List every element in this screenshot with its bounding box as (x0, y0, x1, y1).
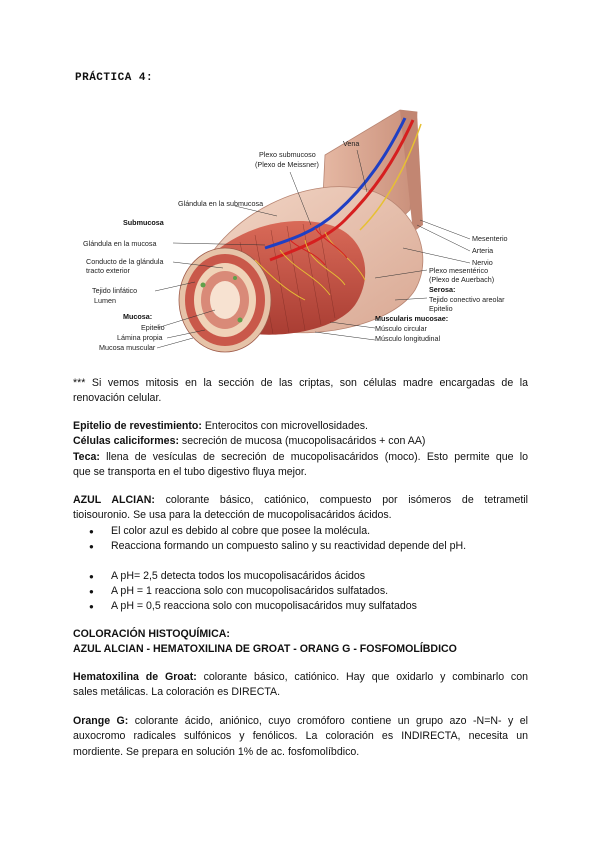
label-mucosa-muscular: Mucosa muscular (99, 343, 156, 352)
label-muscularis: Muscularis mucosae: (375, 314, 449, 323)
label-plexo-auerbach: (Plexo de Auerbach) (429, 275, 495, 284)
definition-text: llena de vesículas de secreción de mucopolisacáridos (moco). Esto permite que lo (99, 450, 528, 463)
label-mesenterio: Mesenterio (472, 234, 508, 243)
text-line: auxocromo radicales sulfónicos y fenólicos. La coloración es INDIRECTA, necesita un (73, 730, 528, 743)
teca-definition (73, 450, 528, 465)
anatomy-figure (75, 100, 530, 365)
term: Hematoxilina de Groat: (73, 671, 197, 683)
list-item: ● A pH = 1 reacciona solo con mucopolisacáridos sulfatados. (73, 584, 528, 599)
text-line: tioisouronio. Se usa para la detección de mucopolisacáridos ácidos. (73, 509, 392, 522)
section-heading: COLORACIÓN HISTOQUÍMICA: (73, 628, 230, 640)
definition-text: secreción de mucosa (mucopolisacáridos + con AA) (178, 435, 426, 448)
list-item: ● A pH = 0,5 reacciona solo con mucopolisacáridos muy sulfatados (73, 599, 528, 614)
label-tracto-exterior: tracto exterior (86, 266, 130, 275)
label-vena: Vena (343, 139, 360, 148)
text-line: mordiente. Se prepara en solución 1% de ac. fosfomolíbdico. (73, 745, 360, 758)
label-lumen: Lumen (94, 296, 116, 305)
term: AZUL ALCIAN: (73, 494, 155, 506)
hematoxilina-definition (73, 670, 528, 685)
label-epitelio-serosa: Epitelio (429, 304, 453, 313)
term: Epitelio de revestimiento: (73, 420, 202, 432)
term: Orange G: (73, 715, 129, 727)
coloracion-headings (73, 627, 528, 658)
label-conducto-glandula: Conducto de la glándula (86, 257, 164, 266)
label-serosa: Serosa: (429, 285, 456, 294)
azul-alcian-section (73, 493, 528, 615)
orange-g-definition (73, 714, 528, 729)
page-title: PRÁCTICA 4: (75, 72, 154, 84)
definition-text: Enterocitos con microvellosidades. (201, 420, 368, 432)
label-plexo-meissner: (Plexo de Meissner) (255, 160, 319, 169)
azul-alcian-definition (73, 493, 528, 508)
list-item: ● Reacciona formando un compuesto salino y su reactividad depende del pH. (73, 539, 528, 554)
definition-text: colorante básico, catiónico. Hay que oxidarlo y combinarlo con (196, 671, 529, 683)
text-line: renovación celular. (73, 392, 162, 405)
mitosis-paragraph (73, 376, 528, 407)
section-subheading: AZUL ALCIAN - HEMATOXILINA DE GROAT - ORANG G - FOSFOMOLÍBDICO (73, 643, 457, 656)
azul-bullet-list-2 (73, 569, 528, 615)
label-epitelio-mucosa: Epitelio (141, 323, 165, 332)
orange-g-section (73, 714, 528, 760)
text-line: que se transporta en el tubo digestivo fluya mejor. (73, 466, 307, 479)
text-line: sales metálicas. La coloración es DIRECTA. (73, 686, 281, 699)
label-submucosa: Submucosa (123, 218, 164, 227)
label-glandula-submucosa: Glándula en la submucosa (178, 199, 264, 208)
definitions-block (73, 419, 528, 481)
hematoxilina-section (73, 670, 528, 701)
label-nervio: Nervio (472, 258, 493, 267)
azul-bullet-list-1 (73, 524, 528, 555)
label-plexo-submucoso: Plexo submucoso (259, 150, 316, 159)
label-musculo-circular: Músculo circular (375, 324, 427, 333)
label-tejido-linfatico: Tejido linfático (92, 286, 138, 295)
label-arteria: Arteria (472, 246, 494, 255)
label-tejido-conectivo: Tejido conectivo areolar (429, 295, 505, 304)
epitelio-definition (73, 419, 528, 434)
list-item: ● El color azul es debido al cobre que posee la molécula. (73, 524, 528, 539)
term: Células caliciformes: (73, 435, 179, 448)
term: Teca: (73, 450, 100, 463)
label-musculo-longitudinal: Músculo longitudinal (375, 334, 441, 343)
label-plexo-mesenterico: Plexo mesentérico (429, 266, 489, 275)
list-item: ● A pH= 2,5 detecta todos los mucopolisacáridos ácidos (73, 569, 528, 584)
label-mucosa: Mucosa: (123, 312, 153, 321)
definition-text: colorante ácido, aniónico, cuyo cromóforo contiene un grupo azo -N=N- y el (128, 715, 528, 727)
text-line: *** Si vemos mitosis en la sección de las criptas, son células madre encargadas de la (73, 377, 528, 389)
caliciformes-definition (73, 434, 528, 449)
definition-text: colorante básico, catiónico, compuesto por isómeros de tetrametil (154, 494, 528, 506)
label-lamina-propia: Lámina propia (117, 333, 163, 342)
label-glandula-mucosa: Glándula en la mucosa (83, 239, 157, 248)
